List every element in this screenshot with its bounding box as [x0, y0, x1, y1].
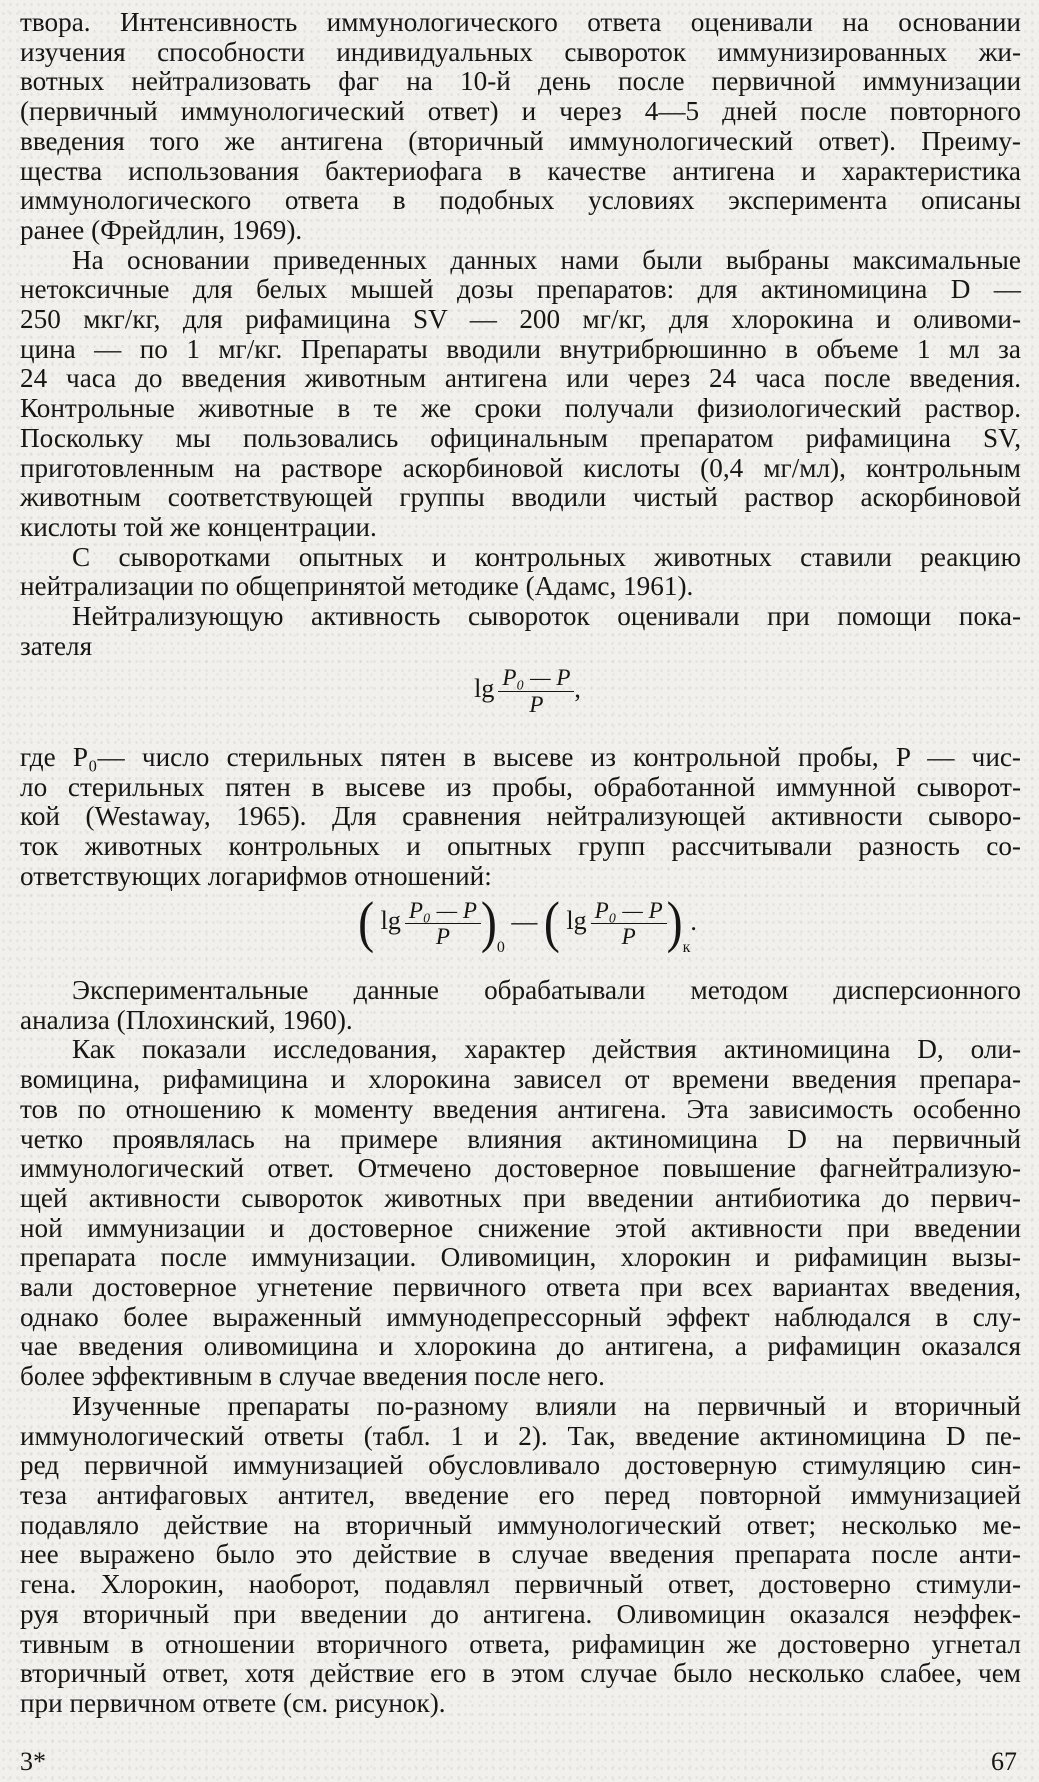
text-line: иммунологического ответа в подобных условиях эксперимента описаны — [20, 185, 1021, 216]
text-line: кислоты той же концентрации. — [20, 511, 377, 542]
paragraph-secondary — [20, 1392, 1021, 1719]
text-line: Как показали исследования, характер действия актиномицина D, оли- — [72, 1034, 1021, 1065]
formula-right-paren-close: ) — [666, 890, 683, 955]
text-line: Поскольку мы пользовались официнальным препаратом рифамицина SV, — [20, 422, 1021, 453]
text-line: 250 мкг/кг, для рифамицина SV — 200 мг/кг, для хлорокина и оливоми- — [20, 304, 1021, 335]
text-line: анализа (Плохинский, 1960). — [20, 1004, 353, 1035]
formula-minus: — — [511, 906, 538, 936]
text-line: Экспериментальные данные обрабатывали методом дисперсионного — [72, 975, 1021, 1006]
formula-difference — [20, 890, 1021, 962]
text-line: теза антифаговых антител, введение его перед повторной иммунизацией — [20, 1480, 1021, 1510]
paragraph-indicator — [20, 602, 1021, 661]
text-line: чае введения оливомицина и хлорокина до антигена, а рифамицин оказался — [20, 1331, 1021, 1362]
paragraph-analysis — [20, 976, 1021, 1035]
paragraph-results — [20, 1035, 1021, 1391]
formula-ratio-lg: lg — [474, 674, 495, 704]
paragraph-doses — [20, 246, 1021, 543]
text-line: при первичном ответе (см. рисунок). — [20, 1687, 446, 1718]
text-line: иммунологический ответы (табл. 1 и 2). Так, введение актиномицина D пе- — [20, 1420, 1021, 1451]
formula-difference-lg-left: lg — [380, 906, 401, 936]
formula-subscript-experiment: к — [682, 938, 691, 956]
text-line: ранее (Фрейдлин, 1969). — [20, 214, 303, 245]
formula-difference-lg-right: lg — [566, 906, 587, 936]
paragraph-where-text — [20, 743, 1021, 892]
formula-right-paren-open: ( — [543, 890, 560, 955]
body-text — [20, 8, 1021, 1719]
formula-ratio-numerator: P₀ — P — [498, 665, 574, 691]
text-line: ответствующих логарифмов отношений: — [20, 860, 492, 891]
text-line: где P₀— число стерильных пятен в высеве из контрольной пробы, P — чис- — [20, 742, 1021, 773]
text-line: Изученные препараты по-разному влияли на первичный и вторичный — [72, 1390, 1021, 1421]
formula-left-paren-close: ) — [480, 890, 497, 955]
text-line: щества использования бактериофага в качестве антигена и характеристика — [20, 155, 1021, 186]
formula-difference-denominator-right: P — [621, 923, 636, 949]
paragraph-group-after-formula — [20, 976, 1021, 1719]
text-line: щей активности сывороток животных при введении антибиотика до первич- — [20, 1182, 1021, 1213]
text-line: нее выражено было это действие в случае введения препарата после анти- — [20, 1539, 1021, 1570]
paragraph-where — [20, 743, 1021, 892]
text-line: нетоксичные для белых мышей дозы препаратов: для актиномицина D — — [20, 274, 1021, 305]
formula-difference-fraction-right — [591, 898, 667, 950]
text-line: ток животных контрольных и опытных групп рассчитывали разность со- — [20, 831, 1021, 862]
formula-ratio — [20, 665, 1021, 717]
formula-ratio-denominator: P — [529, 691, 544, 717]
text-line: Контрольные животные в те же сроки получали физиологический раствор. — [20, 393, 1021, 424]
text-line: (первичный иммунологический ответ) и через 4—5 дней после повторного — [20, 96, 1021, 127]
formula-difference-denominator-left: P — [435, 923, 450, 949]
text-line: цина — по 1 мг/кг. Препараты вводили внутрибрюшинно в объеме 1 мл за — [20, 333, 1021, 364]
text-line: подавляло действие на вторичный иммунологический ответ; несколько ме- — [20, 1509, 1021, 1540]
text-line: тов по отношению к моменту введения антигена. Эта зависимость особенно — [20, 1093, 1021, 1124]
text-line: 24 часа до введения животным антигена или через 24 часа после введения. — [20, 363, 1021, 394]
text-line: четко проявлялась на примере влияния актиномицина D на первичный — [20, 1123, 1021, 1154]
paragraph-intro — [20, 8, 1021, 246]
text-line: твора. Интенсивность иммунологического ответа оценивали на основании — [20, 7, 1021, 37]
text-line: гена. Хлорокин, наоборот, подавлял первичный ответ, достоверно стимули- — [20, 1569, 1021, 1600]
formula-difference-fraction-left — [405, 898, 481, 950]
page-footer — [20, 1747, 1017, 1777]
text-line: вотных нейтрализовать фаг на 10-й день после первичной иммунизации — [20, 66, 1021, 97]
text-line: кой (Westaway, 1965). Для сравнения нейтрализующей активности сыворо- — [20, 801, 1021, 832]
text-line: На основании приведенных данных нами были выбраны максимальные — [72, 244, 1021, 275]
text-line: ной иммунизации и достоверное снижение этой активности при введении — [20, 1212, 1021, 1243]
text-line: вали достоверное угнетение первичного ответа при всех вариантах введения, — [20, 1272, 1021, 1303]
text-line: ло стерильных пятен в высеве из пробы, обработанной иммунной сыворот- — [20, 771, 1021, 802]
text-line: однако более выраженный иммунодепрессорный эффект наблюдался в слу- — [20, 1301, 1021, 1332]
text-line: введения того же антигена (вторичный иммунологический ответ). Преиму- — [20, 125, 1021, 156]
formula-ratio-tail: , — [574, 674, 581, 704]
text-line: более эффективным в случае введения после него. — [20, 1361, 605, 1392]
text-line: изучения способности индивидуальных сывороток иммунизированных жи- — [20, 36, 1021, 67]
text-line: иммунологический ответ. Отмечено достоверное повышение фагнейтрализую- — [20, 1153, 1021, 1184]
formula-difference-tail: . — [690, 906, 697, 936]
text-line: животным соответствующей группы вводили чистый раствор аскорбиновой — [20, 482, 1021, 513]
text-line: тивным в отношении вторичного ответа, рифамицин же достоверно угнетал — [20, 1628, 1021, 1659]
text-line: препарата после иммунизации. Оливомицин, хлорокин и рифамицин вызы- — [20, 1242, 1021, 1273]
formula-left-paren-open: ( — [358, 890, 375, 955]
page-number: 67 — [991, 1747, 1017, 1776]
formula-difference-numerator-right: P₀ — P — [591, 898, 667, 924]
text-line: Нейтрализующую активность сывороток оценивали при помощи пока- — [72, 601, 1021, 632]
text-line: руя вторичный при введении до антигена. Оливомицин оказался неэффек- — [20, 1598, 1021, 1629]
formula-subscript-control: 0 — [496, 938, 505, 956]
paragraph-reaction — [20, 543, 1021, 602]
formula-ratio-fraction — [498, 665, 574, 717]
text-line: С сыворотками опытных и контрольных животных ставили реакцию — [72, 541, 1021, 572]
text-line: приготовленным на растворе аскорбиновой кислоты (0,4 мг/мл), контрольным — [20, 452, 1021, 483]
paragraph-group-before-formula — [20, 8, 1021, 661]
text-line: вторичный ответ, хотя действие его в этом случае было несколько слабее, чем — [20, 1658, 1021, 1689]
formula-difference-numerator-left: P₀ — P — [405, 898, 481, 924]
text-line: нейтрализации по общепринятой методике (Адамс, 1961). — [20, 571, 694, 602]
signature-mark: 3* — [20, 1747, 46, 1776]
text-line: зателя — [20, 630, 93, 661]
text-line: вомицина, рифамицина и хлорокина зависел от времени введения препара- — [20, 1064, 1021, 1095]
text-line: ред первичной иммунизацией обусловливало достоверную стимуляцию син- — [20, 1450, 1021, 1481]
